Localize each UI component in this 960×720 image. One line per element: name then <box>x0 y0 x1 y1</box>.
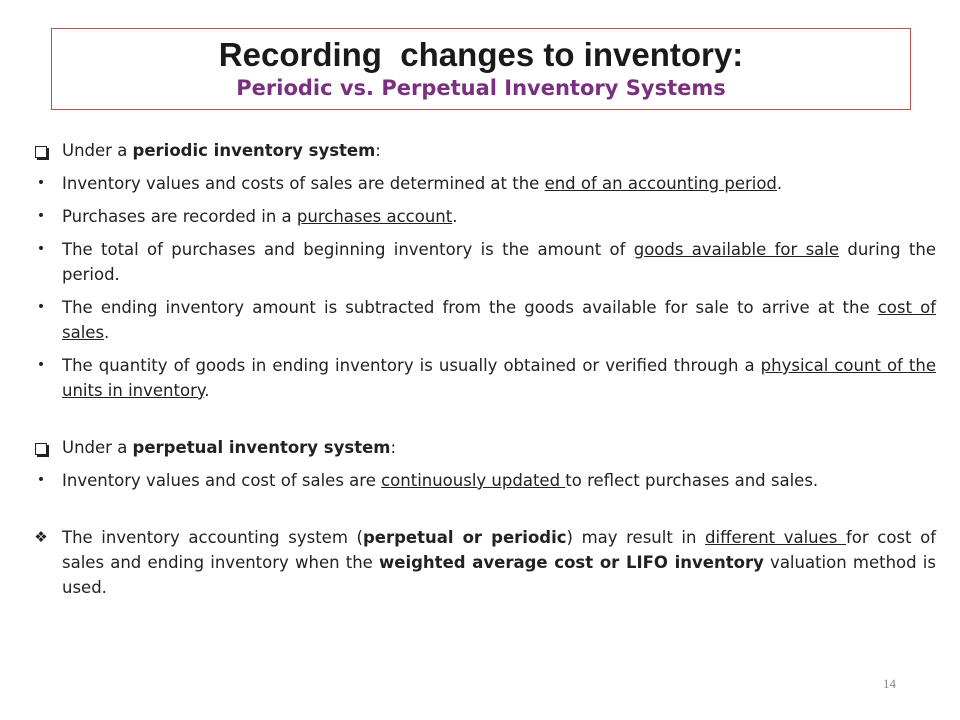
bold-text: perpetual or periodic <box>362 528 567 547</box>
bullet-icon: • <box>36 299 46 315</box>
bold-text: weighted average cost or LIFO inventory <box>379 553 764 572</box>
text: The total of purchases and beginning inventory is the amount of <box>62 240 634 259</box>
bullet-icon: • <box>36 241 46 257</box>
text: Inventory values and cost of sales are <box>62 471 382 490</box>
text: Inventory values and costs of sales are determined at the <box>62 174 545 193</box>
text: valuation method is used. <box>62 553 936 597</box>
checkbox-bullet-icon <box>30 138 52 163</box>
underlined-text: cost of sales <box>62 298 937 342</box>
text: for cost of sales and ending inventory when the <box>62 528 936 572</box>
text: The quantity of goods in ending inventory is usually obtained or verified through a <box>62 356 761 375</box>
text: . <box>452 207 458 226</box>
slide-title: Recording changes to inventory: <box>218 36 744 73</box>
note-item <box>30 525 936 600</box>
underlined-text: physical count of the units in inventory <box>62 356 936 400</box>
bold-text: perpetual inventory system <box>132 438 391 457</box>
text: ) may result in <box>566 528 706 547</box>
bullet-icon: • <box>36 208 46 224</box>
text: . <box>204 381 210 400</box>
perpetual-heading <box>30 435 936 460</box>
text: during the period. <box>62 240 936 284</box>
list-item <box>30 353 936 403</box>
underlined-text: goods available for sale <box>633 240 840 259</box>
bullet-icon: • <box>36 357 46 373</box>
text: : <box>375 141 381 160</box>
list-item <box>30 237 936 287</box>
text: : <box>390 438 397 457</box>
title-box <box>51 28 911 110</box>
bold-text: periodic inventory system <box>132 141 376 160</box>
checkbox-bullet-icon <box>30 435 52 460</box>
text: . <box>776 174 783 193</box>
list-item <box>30 204 936 229</box>
slide-subtitle: Periodic vs. Perpetual Inventory Systems <box>236 76 726 100</box>
list-item <box>30 468 936 493</box>
diamond-bullet-icon: ❖ <box>34 528 48 546</box>
list-item <box>30 295 936 345</box>
text: Purchases are recorded in a <box>62 207 297 226</box>
bullet-icon: • <box>36 175 46 191</box>
text: to reflect purchases and sales. <box>565 471 819 490</box>
periodic-heading <box>30 138 936 163</box>
bullet-icon: • <box>36 472 46 488</box>
page-number: 14 <box>883 676 896 691</box>
text: The ending inventory amount is subtracted from the goods available for sale to arrive at the <box>62 298 878 317</box>
text: Under a <box>62 438 133 457</box>
text: . <box>104 323 110 342</box>
underlined-text: different values <box>705 528 846 547</box>
underlined-text: purchases account <box>296 207 453 226</box>
text: The inventory accounting system ( <box>62 528 363 547</box>
underlined-text: continuously updated <box>381 471 566 490</box>
slide-content <box>30 138 936 608</box>
list-item <box>30 171 936 196</box>
underlined-text: end of an accounting period <box>544 174 777 193</box>
text: Under a <box>62 141 133 160</box>
